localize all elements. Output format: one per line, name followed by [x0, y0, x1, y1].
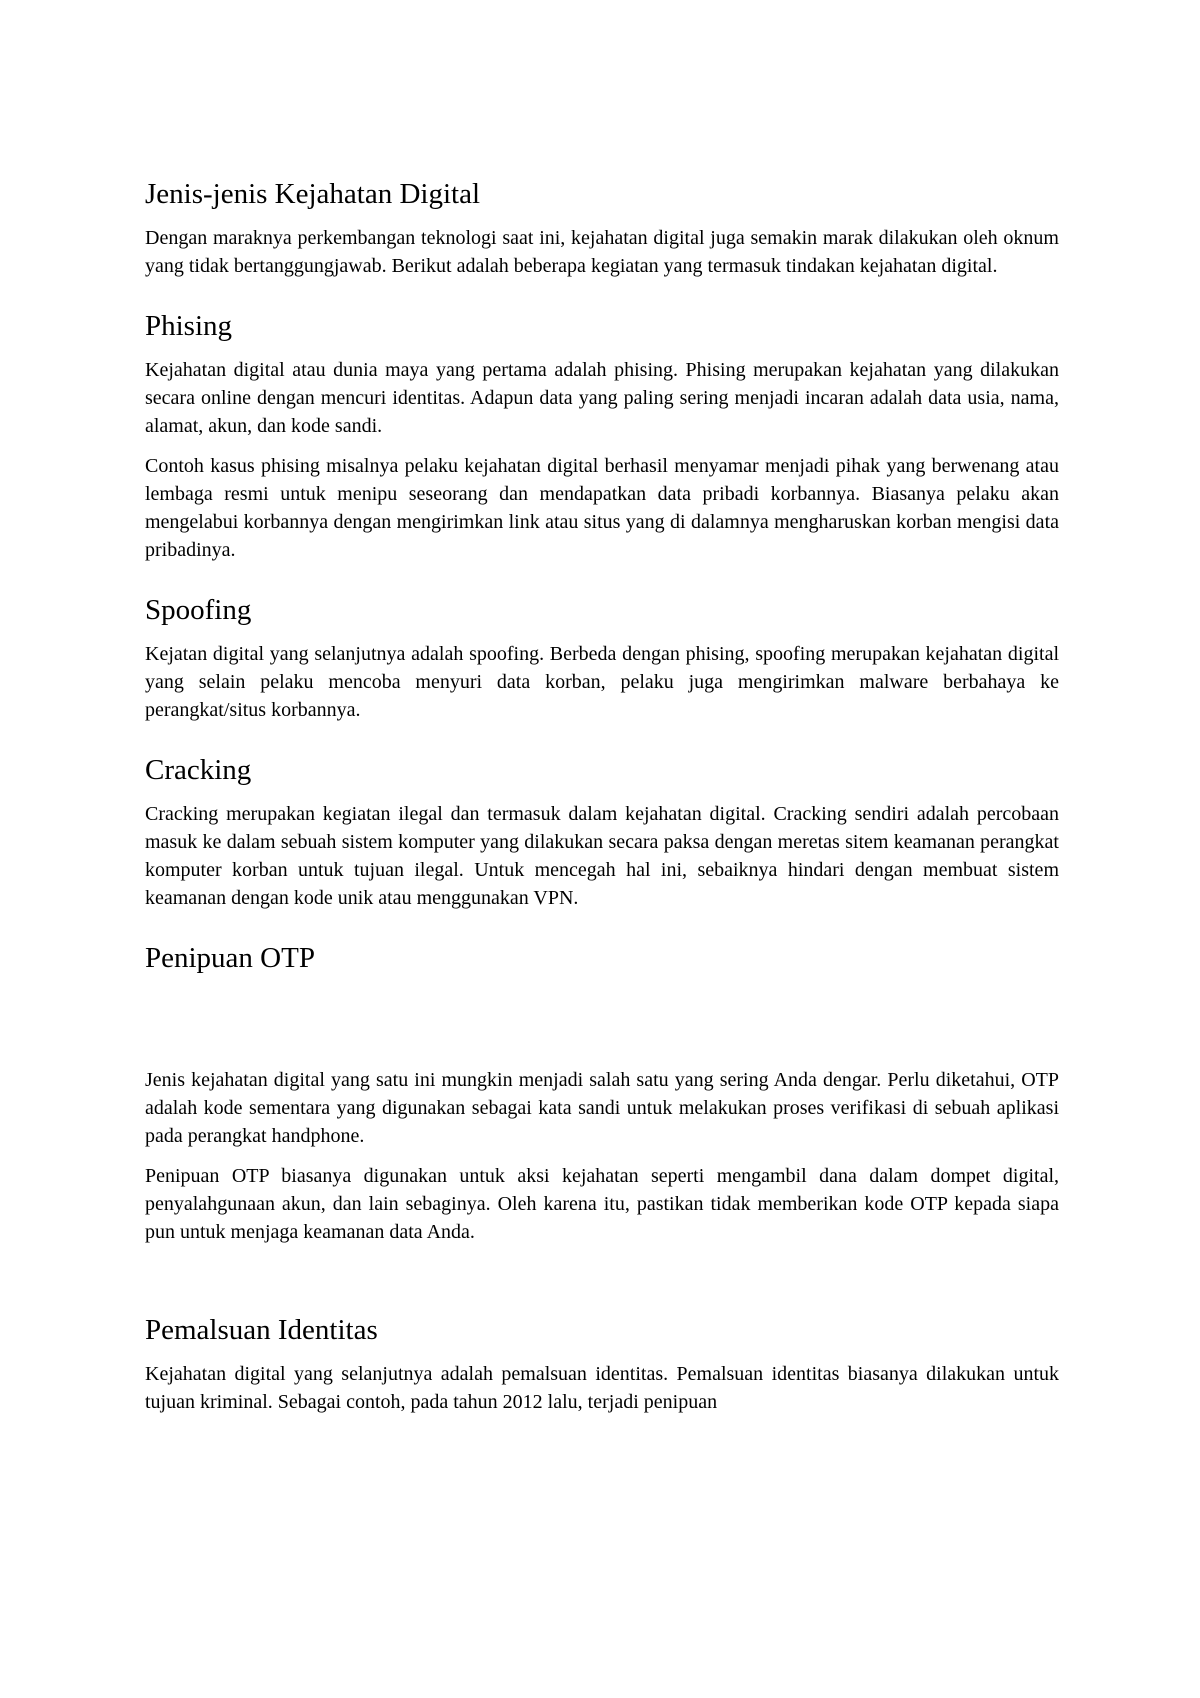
blank-space [145, 988, 1059, 1066]
section-paragraph: Kejatan digital yang selanjutnya adalah spoofing. Berbeda dengan phising, spoofing merupakan kejahatan digital yang selain pelaku mencoba menyuri data korban, pelaku juga mengirimkan malware berbahaya ke perangkat/situs korbannya. [145, 643, 1059, 721]
section-cracking [145, 752, 1059, 912]
document-content [145, 176, 1059, 1428]
section-heading: Phising [145, 310, 233, 342]
section-heading: Cracking [145, 754, 252, 786]
intro-paragraph: Dengan maraknya perkembangan teknologi saat ini, kejahatan digital juga semakin marak dilakukan oleh oknum yang tidak bertanggungjawab. Berikut adalah beberapa kegiatan yang termasuk tindakan kejahatan digital. [145, 227, 1059, 277]
section-paragraph: Contoh kasus phising misalnya pelaku kejahatan digital berhasil menyamar menjadi pihak yang berwenang atau lembaga resmi untuk menipu seseorang dan mendapatkan data pribadi korbannya. Biasanya pelaku akan mengelabui korbannya dengan mengirimkan link atau situs yang di dalamnya mengharuskan korban mengisi data pribadinya. [145, 455, 1059, 561]
section-penipuan-otp [145, 940, 1059, 1246]
section-phising [145, 308, 1059, 564]
section-heading: Spoofing [145, 594, 252, 626]
section-paragraph: Kejahatan digital atau dunia maya yang pertama adalah phising. Phising merupakan kejahatan yang dilakukan secara online dengan mencuri identitas. Adapun data yang paling sering menjadi incaran adalah data usia, nama, alamat, akun, dan kode sandi. [145, 359, 1059, 437]
section-paragraph: Jenis kejahatan digital yang satu ini mungkin menjadi salah satu yang sering Anda dengar. Perlu diketahui, OTP adalah kode sementara yang digunakan sebagai kata sandi untuk melakukan proses verifikasi di sebuah aplikasi pada perangkat handphone. [145, 1069, 1059, 1147]
section-spoofing [145, 592, 1059, 724]
section-heading: Pemalsuan Identitas [145, 1314, 378, 1346]
section-paragraph: Penipuan OTP biasanya digunakan untuk aksi kejahatan seperti mengambil dana dalam dompet digital, penyalahgunaan akun, dan lain sebaginya. Oleh karena itu, pastikan tidak memberikan kode OTP kepada siapa pun untuk menjaga keamanan data Anda. [145, 1165, 1059, 1243]
section-paragraph: Kejahatan digital yang selanjutnya adalah pemalsuan identitas. Pemalsuan identitas biasanya dilakukan untuk tujuan kriminal. Sebagai contoh, pada tahun 2012 lalu, terjadi penipuan [145, 1363, 1059, 1413]
section-pemalsuan-identitas [145, 1312, 1059, 1416]
section-paragraph: Cracking merupakan kegiatan ilegal dan termasuk dalam kejahatan digital. Cracking sendiri adalah percobaan masuk ke dalam sebuah sistem komputer yang dilakukan secara paksa dengan meretas sitem keamanan perangkat komputer korban untuk tujuan ilegal. Untuk mencegah hal ini, sebaiknya hindari dengan membuat sistem keamanan dengan kode unik atau menggunakan VPN. [145, 803, 1059, 909]
document-title: Jenis-jenis Kejahatan Digital [145, 178, 481, 210]
section-heading: Penipuan OTP [145, 942, 315, 974]
